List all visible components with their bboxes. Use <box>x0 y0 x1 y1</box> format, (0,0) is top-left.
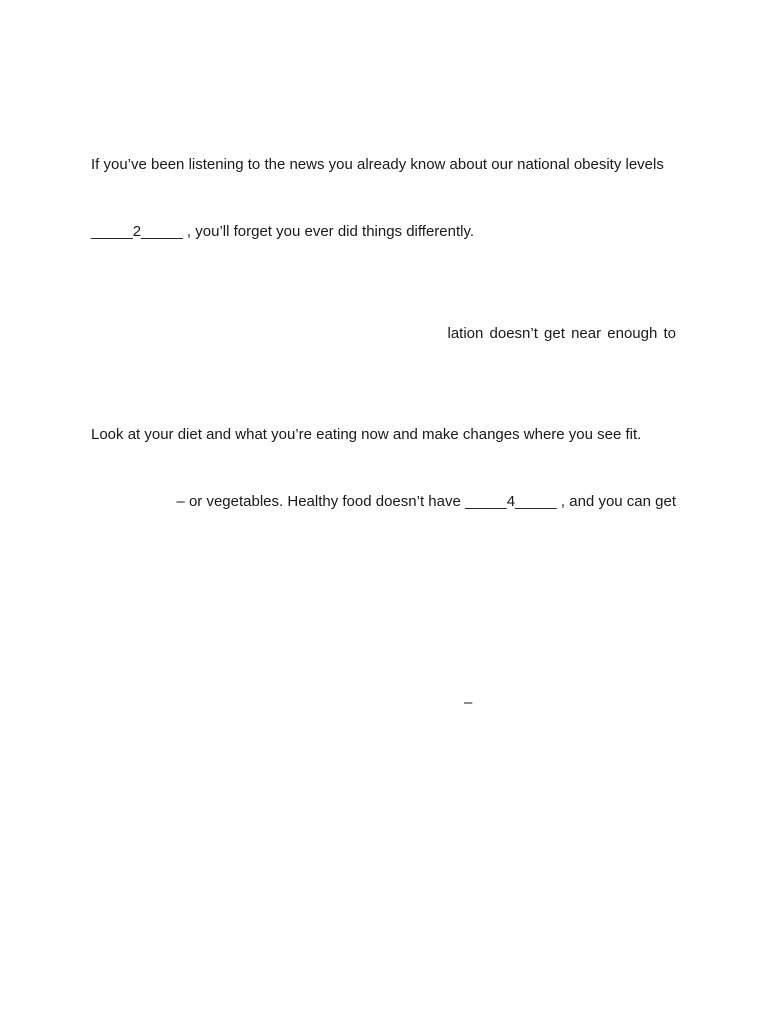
paragraph-line-diet: Look at your diet and what you’re eating now and make changes where you see fit. <box>91 426 642 443</box>
paragraph-line-blank-4: – or vegetables. Healthy food doesn’t have _____4_____ , and you can get <box>176 493 676 510</box>
dash-mark: – <box>464 694 473 711</box>
paragraph-line-obesity-intro: If you’ve been listening to the news you already know about our national obesity levels <box>91 156 664 173</box>
paragraph-line-blank-2: _____2_____ , you’ll forget you ever did things differently. <box>91 223 475 240</box>
paragraph-line-fragment: lation doesn’t get near enough to <box>447 325 676 342</box>
